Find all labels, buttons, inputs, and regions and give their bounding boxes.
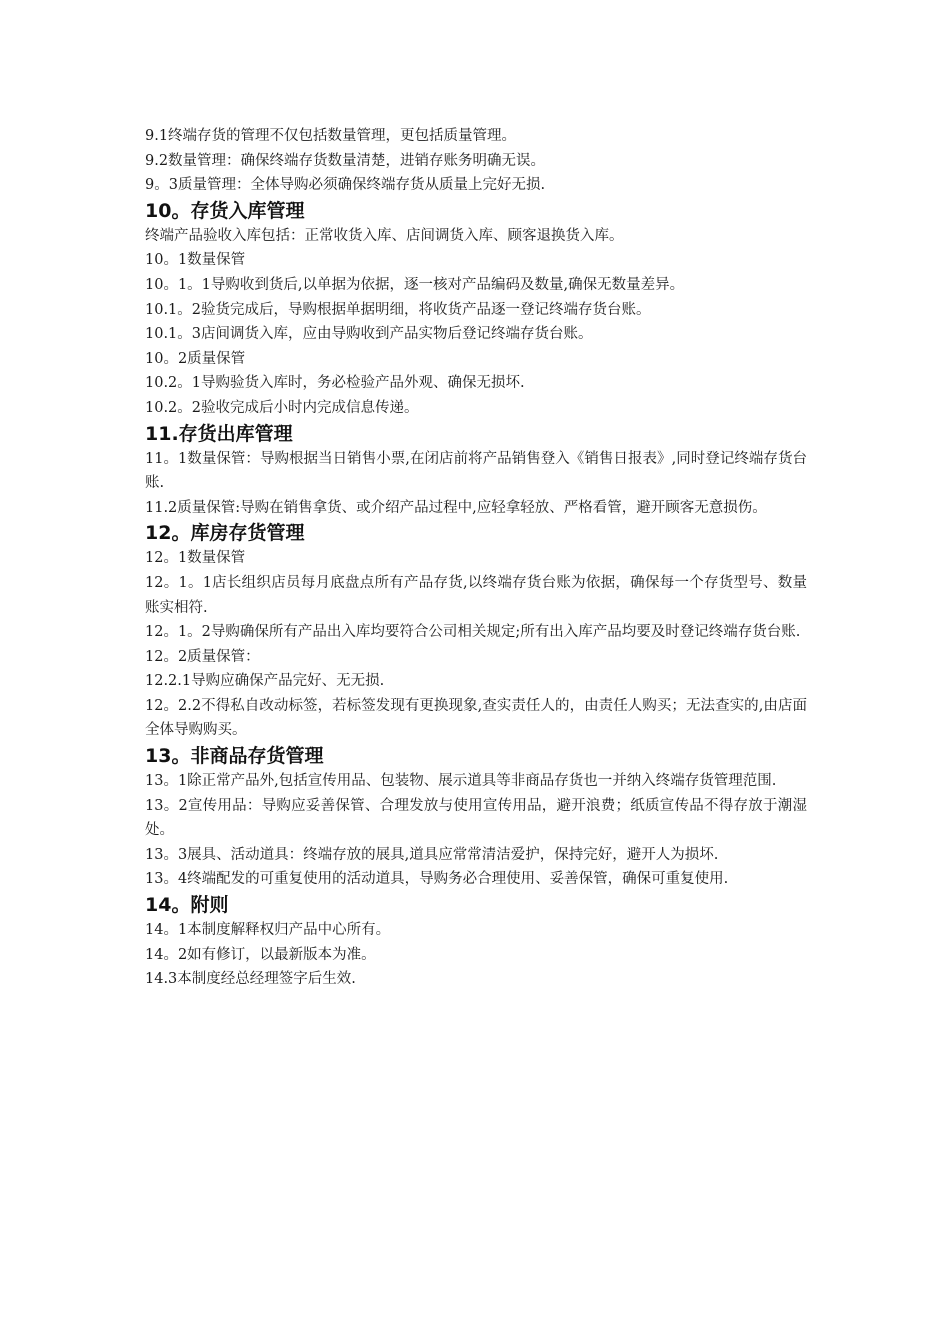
- paragraph: 9.1终端存货的管理不仅包括数量管理，更包括质量管理。: [145, 128, 517, 144]
- paragraph: 11。1数量保管：导购根据当日销售小票,在闭店前将产品销售登入《销售日报表》,同时登记终端存货台账.: [145, 450, 807, 492]
- paragraph: 13。2宣传用品：导购应妥善保管、合理发放与使用宣传用品，避开浪费；纸质宣传品不得存放于潮湿处。: [145, 797, 807, 839]
- paragraph: 9。3质量管理：全体导购必须确保终端存货从质量上完好无损.: [145, 177, 546, 194]
- paragraph: 10。1。1导购收到货后,以单据为依据，逐一核对产品编码及数量,确保无数量差异。: [145, 276, 685, 293]
- section-heading: 13。非商品存货管理: [145, 745, 324, 768]
- paragraph: 10.1。3店间调货入库，应由导购收到产品实物后登记终端存货台账。: [145, 326, 593, 343]
- paragraph: 13。4终端配发的可重复使用的活动道具，导购务必合理使用、妥善保管，确保可重复使用.: [145, 871, 729, 888]
- paragraph: 12。1。2导购确保所有产品出入库均要符合公司相关规定;所有出入库产品均要及时登记终端存货台账.: [145, 624, 801, 641]
- paragraph: 10。2质量保管: [145, 350, 246, 367]
- section-heading: 12。库房存货管理: [145, 522, 305, 545]
- paragraph: 14.3本制度经总经理签字后生效.: [145, 971, 356, 988]
- section-heading: 10。存货入库管理: [145, 199, 305, 222]
- paragraph: 12。1。1店长组织店员每月底盘点所有产品存货,以终端存货台账为依据，确保每一个存货型号、数量账实相符.: [145, 574, 807, 616]
- paragraph: 14。2如有修订，以最新版本为准。: [145, 946, 376, 963]
- paragraph: 10。1数量保管: [145, 252, 246, 269]
- paragraph: 12。2质量保管：: [145, 648, 260, 665]
- paragraph: 13。3展具、活动道具：终端存放的展具,道具应常常清洁爱护，保持完好，避开人为损坏.: [145, 846, 719, 863]
- paragraph: 10.1。2验货完成后，导购根据单据明细，将收货产品逐一登记终端存货台账。: [145, 301, 651, 318]
- document-page: [145, 124, 807, 992]
- paragraph: 12.2.1导购应确保产品完好、无无损.: [145, 673, 385, 690]
- section-heading: 14。附则: [145, 894, 229, 917]
- paragraph: 12。1数量保管: [145, 550, 246, 567]
- paragraph: 13。1除正常产品外,包括宣传用品、包装物、展示道具等非商品存货也一并纳入终端存货管理范围.: [145, 773, 777, 790]
- paragraph: 10.2。2验收完成后小时内完成信息传递。: [145, 399, 419, 416]
- paragraph: 14。1本制度解释权归产品中心所有。: [145, 922, 391, 939]
- paragraph: 10.2。1导购验货入库时，务必检验产品外观、确保无损坏.: [145, 375, 525, 392]
- paragraph: 终端产品验收入库包括：正常收货入库、店间调货入库、顾客退换货入库。: [145, 227, 624, 244]
- section-heading: 11.存货出库管理: [145, 422, 293, 445]
- paragraph: 11.2质量保管:导购在销售拿货、或介绍产品过程中,应轻拿轻放、严格看管，避开顾客无意损伤。: [145, 499, 767, 516]
- paragraph: 12。2.2不得私自改动标签，若标签发现有更换现象,查实责任人的，由责任人购买；无法查实的,由店面全体导购购买。: [145, 697, 807, 739]
- paragraph: 9.2数量管理：确保终端存货数量清楚，进销存账务明确无误。: [145, 152, 546, 169]
